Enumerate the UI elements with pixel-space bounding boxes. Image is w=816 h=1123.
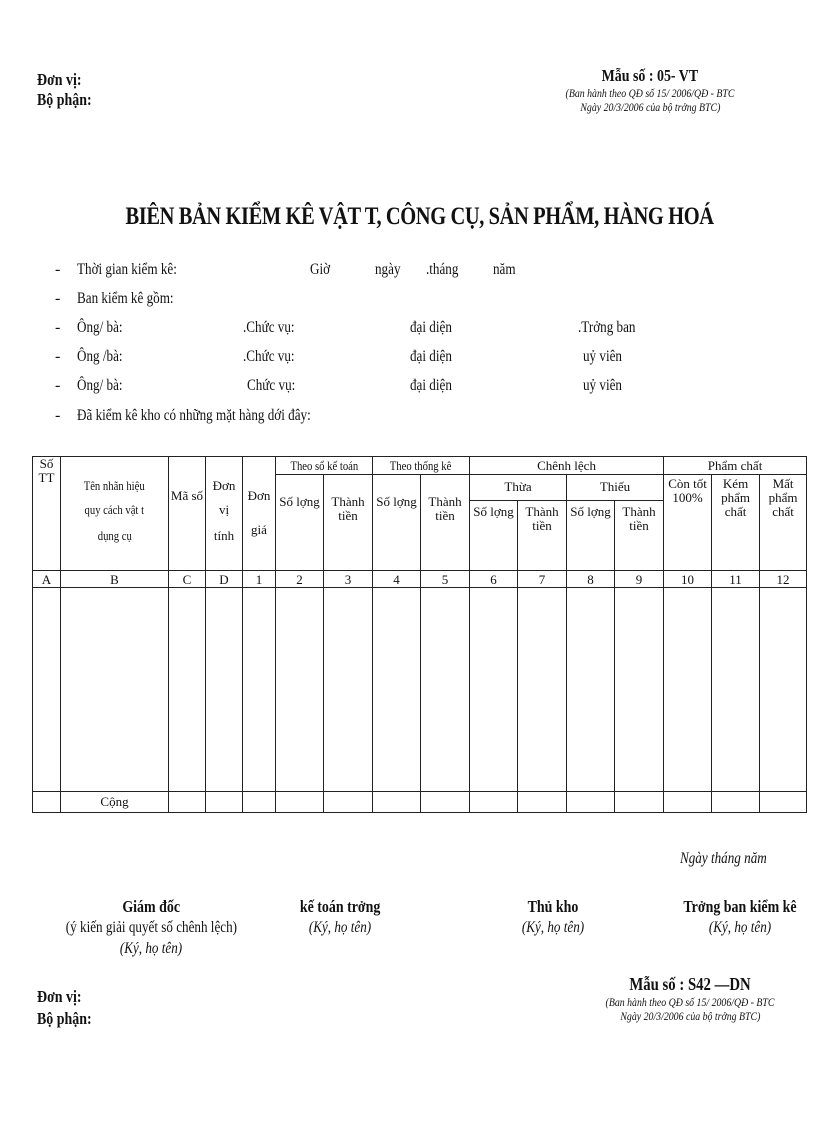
surplus-amount: Thành tiền bbox=[518, 501, 567, 571]
col-code: D bbox=[206, 571, 243, 588]
table-cell bbox=[615, 588, 664, 792]
signature-sub: (Ký, họ tên) bbox=[521, 919, 585, 936]
surplus-qty: Số lợng bbox=[470, 501, 518, 571]
signature-note: (ý kiến giải quyết số chênh lệch) bbox=[65, 919, 237, 936]
footer-unit-label: Đơn vị: bbox=[37, 987, 82, 1006]
table-cell bbox=[421, 588, 470, 792]
col-code: 1 bbox=[243, 571, 276, 588]
footer-department-label: Bộ phận: bbox=[37, 1009, 92, 1028]
member-2-role: .Chức vụ: bbox=[243, 348, 295, 365]
quality-poor: Kém phẩm chất bbox=[712, 475, 760, 571]
total-label: Cộng bbox=[61, 792, 169, 813]
group-by-ledger: Theo sổ kế toán bbox=[276, 457, 373, 475]
group-by-stats: Theo thống kê bbox=[373, 457, 470, 475]
inventory-table bbox=[32, 456, 807, 813]
member-1-position: .Trởng ban bbox=[578, 319, 636, 336]
table-cell bbox=[276, 588, 324, 792]
form-note-line-2: Ngày 20/3/2006 của bộ trởng BTC) bbox=[579, 100, 721, 114]
board-label-line: - Ban kiểm kê gồm: bbox=[55, 290, 174, 307]
column-code-row bbox=[33, 571, 807, 588]
member-1-rep: đại diện bbox=[410, 319, 452, 336]
quality-lost: Mất phẩm chất bbox=[760, 475, 807, 571]
signature-title: Thủ kho bbox=[527, 897, 579, 916]
member-3-role: Chức vụ: bbox=[247, 377, 296, 394]
inspection-time-line: - Thời gian kiểm kê: bbox=[55, 261, 177, 278]
table-cell bbox=[324, 588, 373, 792]
footer-form-number: Mẫu số : S42 —DN bbox=[629, 974, 751, 994]
signature-title: Giám đốc bbox=[122, 897, 180, 916]
stats-amount: Thành tiền bbox=[421, 475, 470, 571]
table-cell bbox=[760, 588, 807, 792]
col-code: 11 bbox=[712, 571, 760, 588]
signature-sub: (Ký, họ tên) bbox=[708, 919, 772, 936]
member-2-position: uỷ viên bbox=[583, 348, 622, 365]
signature-title: Trởng ban kiểm kê bbox=[683, 897, 797, 916]
header-unit: Đơn vị tính bbox=[206, 457, 243, 571]
col-code: 8 bbox=[567, 571, 615, 588]
header-row-1 bbox=[33, 457, 807, 475]
table-cell bbox=[664, 792, 712, 813]
table-cell bbox=[324, 792, 373, 813]
signature-sub: (Ký, họ tên) bbox=[308, 919, 372, 936]
table-cell bbox=[712, 588, 760, 792]
table-cell bbox=[33, 588, 61, 792]
table-cell bbox=[421, 792, 470, 813]
member-2-rep: đại diện bbox=[410, 348, 452, 365]
ledger-amount: Thành tiền bbox=[324, 475, 373, 571]
quality-good: Còn tốt 100% bbox=[664, 475, 712, 571]
header-stt: Số TT bbox=[33, 457, 61, 571]
table-cell bbox=[61, 588, 169, 792]
signature-storekeeper bbox=[498, 896, 608, 938]
group-shortage: Thiếu bbox=[567, 475, 664, 501]
col-code: 5 bbox=[421, 571, 470, 588]
signature-sub: (Ký, họ tên) bbox=[119, 940, 183, 957]
ledger-qty: Số lợng bbox=[276, 475, 324, 571]
col-code: 2 bbox=[276, 571, 324, 588]
table-cell bbox=[664, 588, 712, 792]
table-cell bbox=[206, 792, 243, 813]
stats-qty: Số lợng bbox=[373, 475, 421, 571]
time-day: ngày bbox=[375, 261, 401, 278]
group-difference: Chênh lệch bbox=[470, 457, 664, 475]
shortage-amount: Thành tiền bbox=[615, 501, 664, 571]
table-cell bbox=[470, 588, 518, 792]
group-quality: Phẩm chất bbox=[664, 457, 807, 475]
table-cell bbox=[243, 792, 276, 813]
col-code: 12 bbox=[760, 571, 807, 588]
table-cell bbox=[169, 792, 206, 813]
table-cell bbox=[33, 792, 61, 813]
table-cell bbox=[470, 792, 518, 813]
time-year: năm bbox=[493, 261, 516, 278]
table-cell bbox=[276, 792, 324, 813]
header-item-name: Tên nhãn hiệu quy cách vật t dụng cụ bbox=[61, 457, 169, 571]
col-code: 6 bbox=[470, 571, 518, 588]
form-note-line-1: (Ban hành theo QĐ số 15/ 2006/QĐ - BTC bbox=[565, 86, 735, 100]
signature-director bbox=[40, 896, 262, 959]
col-code: A bbox=[33, 571, 61, 588]
document-title: BIÊN BẢN KIỂM KÊ VẬT T, CÔNG CỤ, SẢN PHẨM, HÀNG HOÁ bbox=[125, 203, 715, 230]
member-1-name: - Ông/ bà: bbox=[55, 319, 123, 336]
shortage-qty: Số lợng bbox=[567, 501, 615, 571]
col-code: B bbox=[61, 571, 169, 588]
member-2-name: - Ông /bà: bbox=[55, 348, 123, 365]
footer-form-note-line-2: Ngày 20/3/2006 của bộ trởng BTC) bbox=[619, 1009, 761, 1023]
time-month: .tháng bbox=[426, 261, 459, 278]
footer-form-note-line-1: (Ban hành theo QĐ số 15/ 2006/QĐ - BTC bbox=[605, 995, 775, 1009]
table-cell bbox=[760, 792, 807, 813]
member-3-rep: đại diện bbox=[410, 377, 452, 394]
table-cell bbox=[712, 792, 760, 813]
checked-items-line: - Đã kiểm kê kho có những mặt hàng dới đây: bbox=[55, 407, 311, 424]
table-cell bbox=[373, 792, 421, 813]
date-line: Ngày tháng năm bbox=[680, 850, 767, 867]
table-body-row bbox=[33, 588, 807, 792]
table-cell bbox=[567, 792, 615, 813]
member-1-role: .Chức vụ: bbox=[243, 319, 295, 336]
table-cell bbox=[169, 588, 206, 792]
table-cell bbox=[373, 588, 421, 792]
header-unit-price: Đơn giá bbox=[243, 457, 276, 571]
group-surplus: Thừa bbox=[470, 475, 567, 501]
signature-board-head bbox=[655, 896, 816, 938]
footer-form-number-block bbox=[560, 974, 816, 1023]
time-hour: Giờ bbox=[310, 261, 331, 278]
col-code: 4 bbox=[373, 571, 421, 588]
col-code: 10 bbox=[664, 571, 712, 588]
col-code: C bbox=[169, 571, 206, 588]
unit-label: Đơn vị: bbox=[37, 70, 82, 89]
signature-title: kế toán trởng bbox=[299, 897, 381, 916]
table-cell bbox=[206, 588, 243, 792]
form-number: Mẫu số : 05- VT bbox=[601, 66, 699, 85]
total-row bbox=[33, 792, 807, 813]
department-label: Bộ phận: bbox=[37, 90, 92, 109]
member-3-position: uỷ viên bbox=[583, 377, 622, 394]
table-cell bbox=[518, 588, 567, 792]
form-number-block bbox=[520, 66, 780, 114]
col-code: 3 bbox=[324, 571, 373, 588]
table-cell bbox=[567, 588, 615, 792]
col-code: 7 bbox=[518, 571, 567, 588]
table-cell bbox=[615, 792, 664, 813]
member-3-name: - Ông/ bà: bbox=[55, 377, 123, 394]
signature-chief-accountant bbox=[280, 896, 400, 938]
table-cell bbox=[243, 588, 276, 792]
table-cell bbox=[518, 792, 567, 813]
header-code: Mã số bbox=[169, 457, 206, 571]
col-code: 9 bbox=[615, 571, 664, 588]
